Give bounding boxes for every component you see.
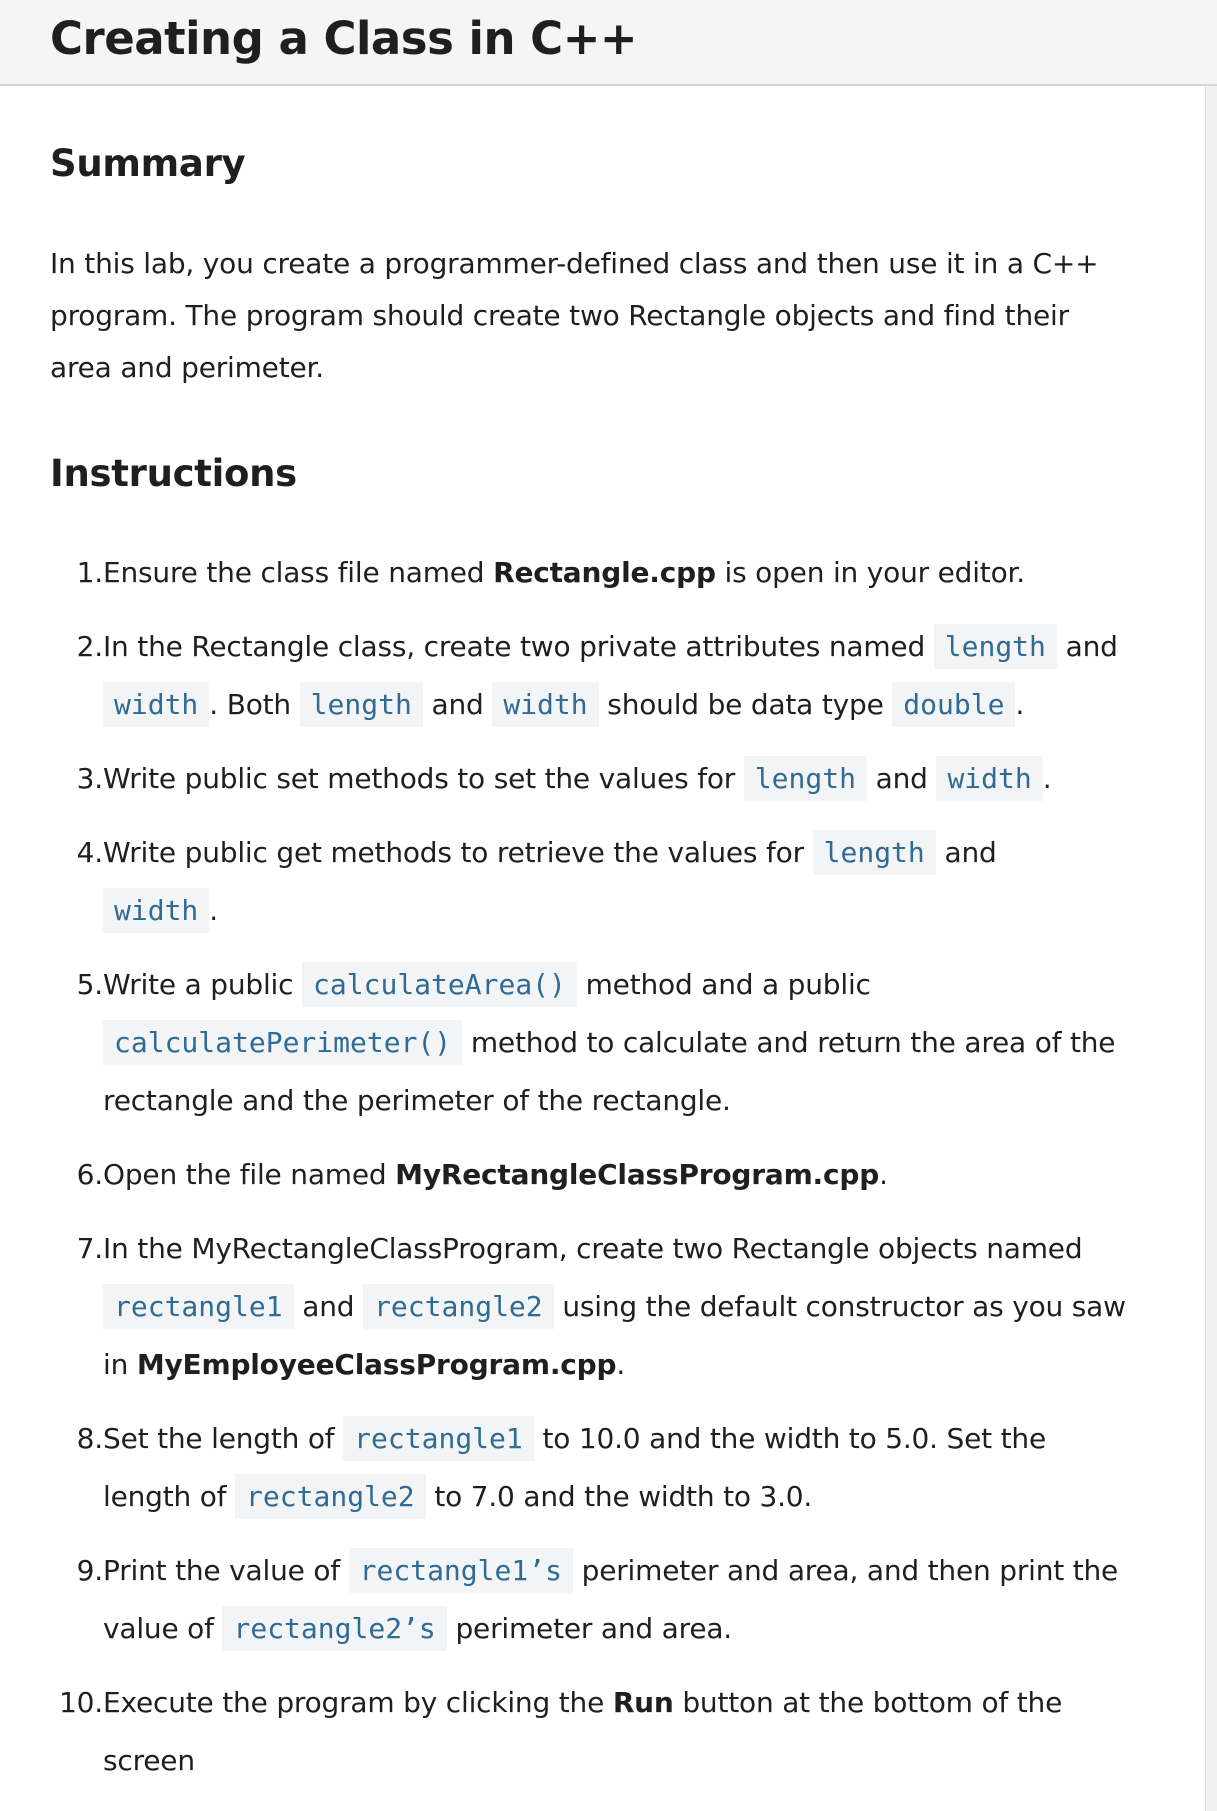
step-number: 3. [76, 762, 103, 795]
summary-text: In this lab, you create a programmer-defined class and then use it in a C++ program. The program should create two Rectangle objects and find their area and perimeter. [50, 247, 1099, 384]
code-width: width [103, 888, 209, 933]
code-double: double [892, 682, 1015, 727]
step-number: 5. [76, 968, 103, 1001]
instruction-step-5: 5. Write a public calculateArea() method and a public calculatePerimeter() method to calculate and return the area of the rectangle and the perimeter of the rectangle. [50, 956, 1140, 1130]
file-name: MyEmployeeClassProgram.cpp [136, 1348, 617, 1381]
code-rectangle1: rectangle1 [103, 1284, 294, 1329]
lab-content [0, 86, 1205, 1811]
code-rectangle2s: rectangle2’s [222, 1606, 446, 1651]
vertical-scrollbar[interactable] [1205, 86, 1217, 1811]
instruction-step-3: 3. Write public set methods to set the values for length and width . [50, 750, 1140, 808]
step-number: 1. [76, 556, 103, 589]
code-calculate-perimeter: calculatePerimeter() [103, 1020, 462, 1065]
instruction-step-6: 6. Open the file named MyRectangleClassProgram.cpp. [50, 1146, 1140, 1204]
step-number: 8. [76, 1422, 103, 1455]
page-title: Creating a Class in C++ [50, 12, 638, 65]
instruction-step-10: 10. Execute the program by clicking the Run button at the bottom of the screen [50, 1674, 1140, 1790]
instruction-step-9: 9. Print the value of rectangle1’s perimeter and area, and then print the value of rectangle2’s perimeter and area. [50, 1542, 1140, 1658]
file-name: Rectangle.cpp [493, 556, 716, 589]
code-length: length [813, 830, 936, 875]
instruction-step-7: 7. In the MyRectangleClassProgram, create two Rectangle objects named rectangle1 and rectangle2 using the default constructor as you saw in MyEmployeeClassProgram.cpp. [50, 1220, 1140, 1394]
step-number: 6. [76, 1158, 103, 1191]
instructions-heading: Instructions [50, 452, 297, 495]
code-rectangle1s: rectangle1’s [349, 1548, 573, 1593]
code-length: length [934, 624, 1057, 669]
code-length: length [744, 756, 867, 801]
instruction-list [50, 544, 1140, 1806]
step-number: 9. [76, 1554, 103, 1587]
instruction-step-4: 4. Write public get methods to retrieve the values for length and width . [50, 824, 1140, 940]
code-length: length [300, 682, 423, 727]
summary-heading: Summary [50, 142, 246, 185]
code-calculate-area: calculateArea() [302, 962, 577, 1007]
step-number: 2. [76, 630, 103, 663]
instruction-step-2: 2. In the Rectangle class, create two private attributes named length and width . Both length and width should be data type double . [50, 618, 1140, 734]
step-number: 4. [76, 836, 103, 869]
code-width: width [103, 682, 209, 727]
code-width: width [492, 682, 598, 727]
file-name: MyRectangleClassProgram.cpp [395, 1158, 880, 1191]
step-number: 7. [76, 1232, 103, 1265]
instruction-step-1: 1. Ensure the class file named Rectangle.cpp is open in your editor. [50, 544, 1140, 602]
instruction-step-8: 8. Set the length of rectangle1 to 10.0 and the width to 5.0. Set the length of rectangle2 to 7.0 and the width to 3.0. [50, 1410, 1140, 1526]
code-rectangle1: rectangle1 [343, 1416, 534, 1461]
page-header [0, 0, 1217, 86]
code-rectangle2: rectangle2 [363, 1284, 554, 1329]
code-rectangle2: rectangle2 [235, 1474, 426, 1519]
step-number: 10. [59, 1686, 103, 1719]
code-width: width [936, 756, 1042, 801]
run-label: Run [612, 1686, 674, 1719]
